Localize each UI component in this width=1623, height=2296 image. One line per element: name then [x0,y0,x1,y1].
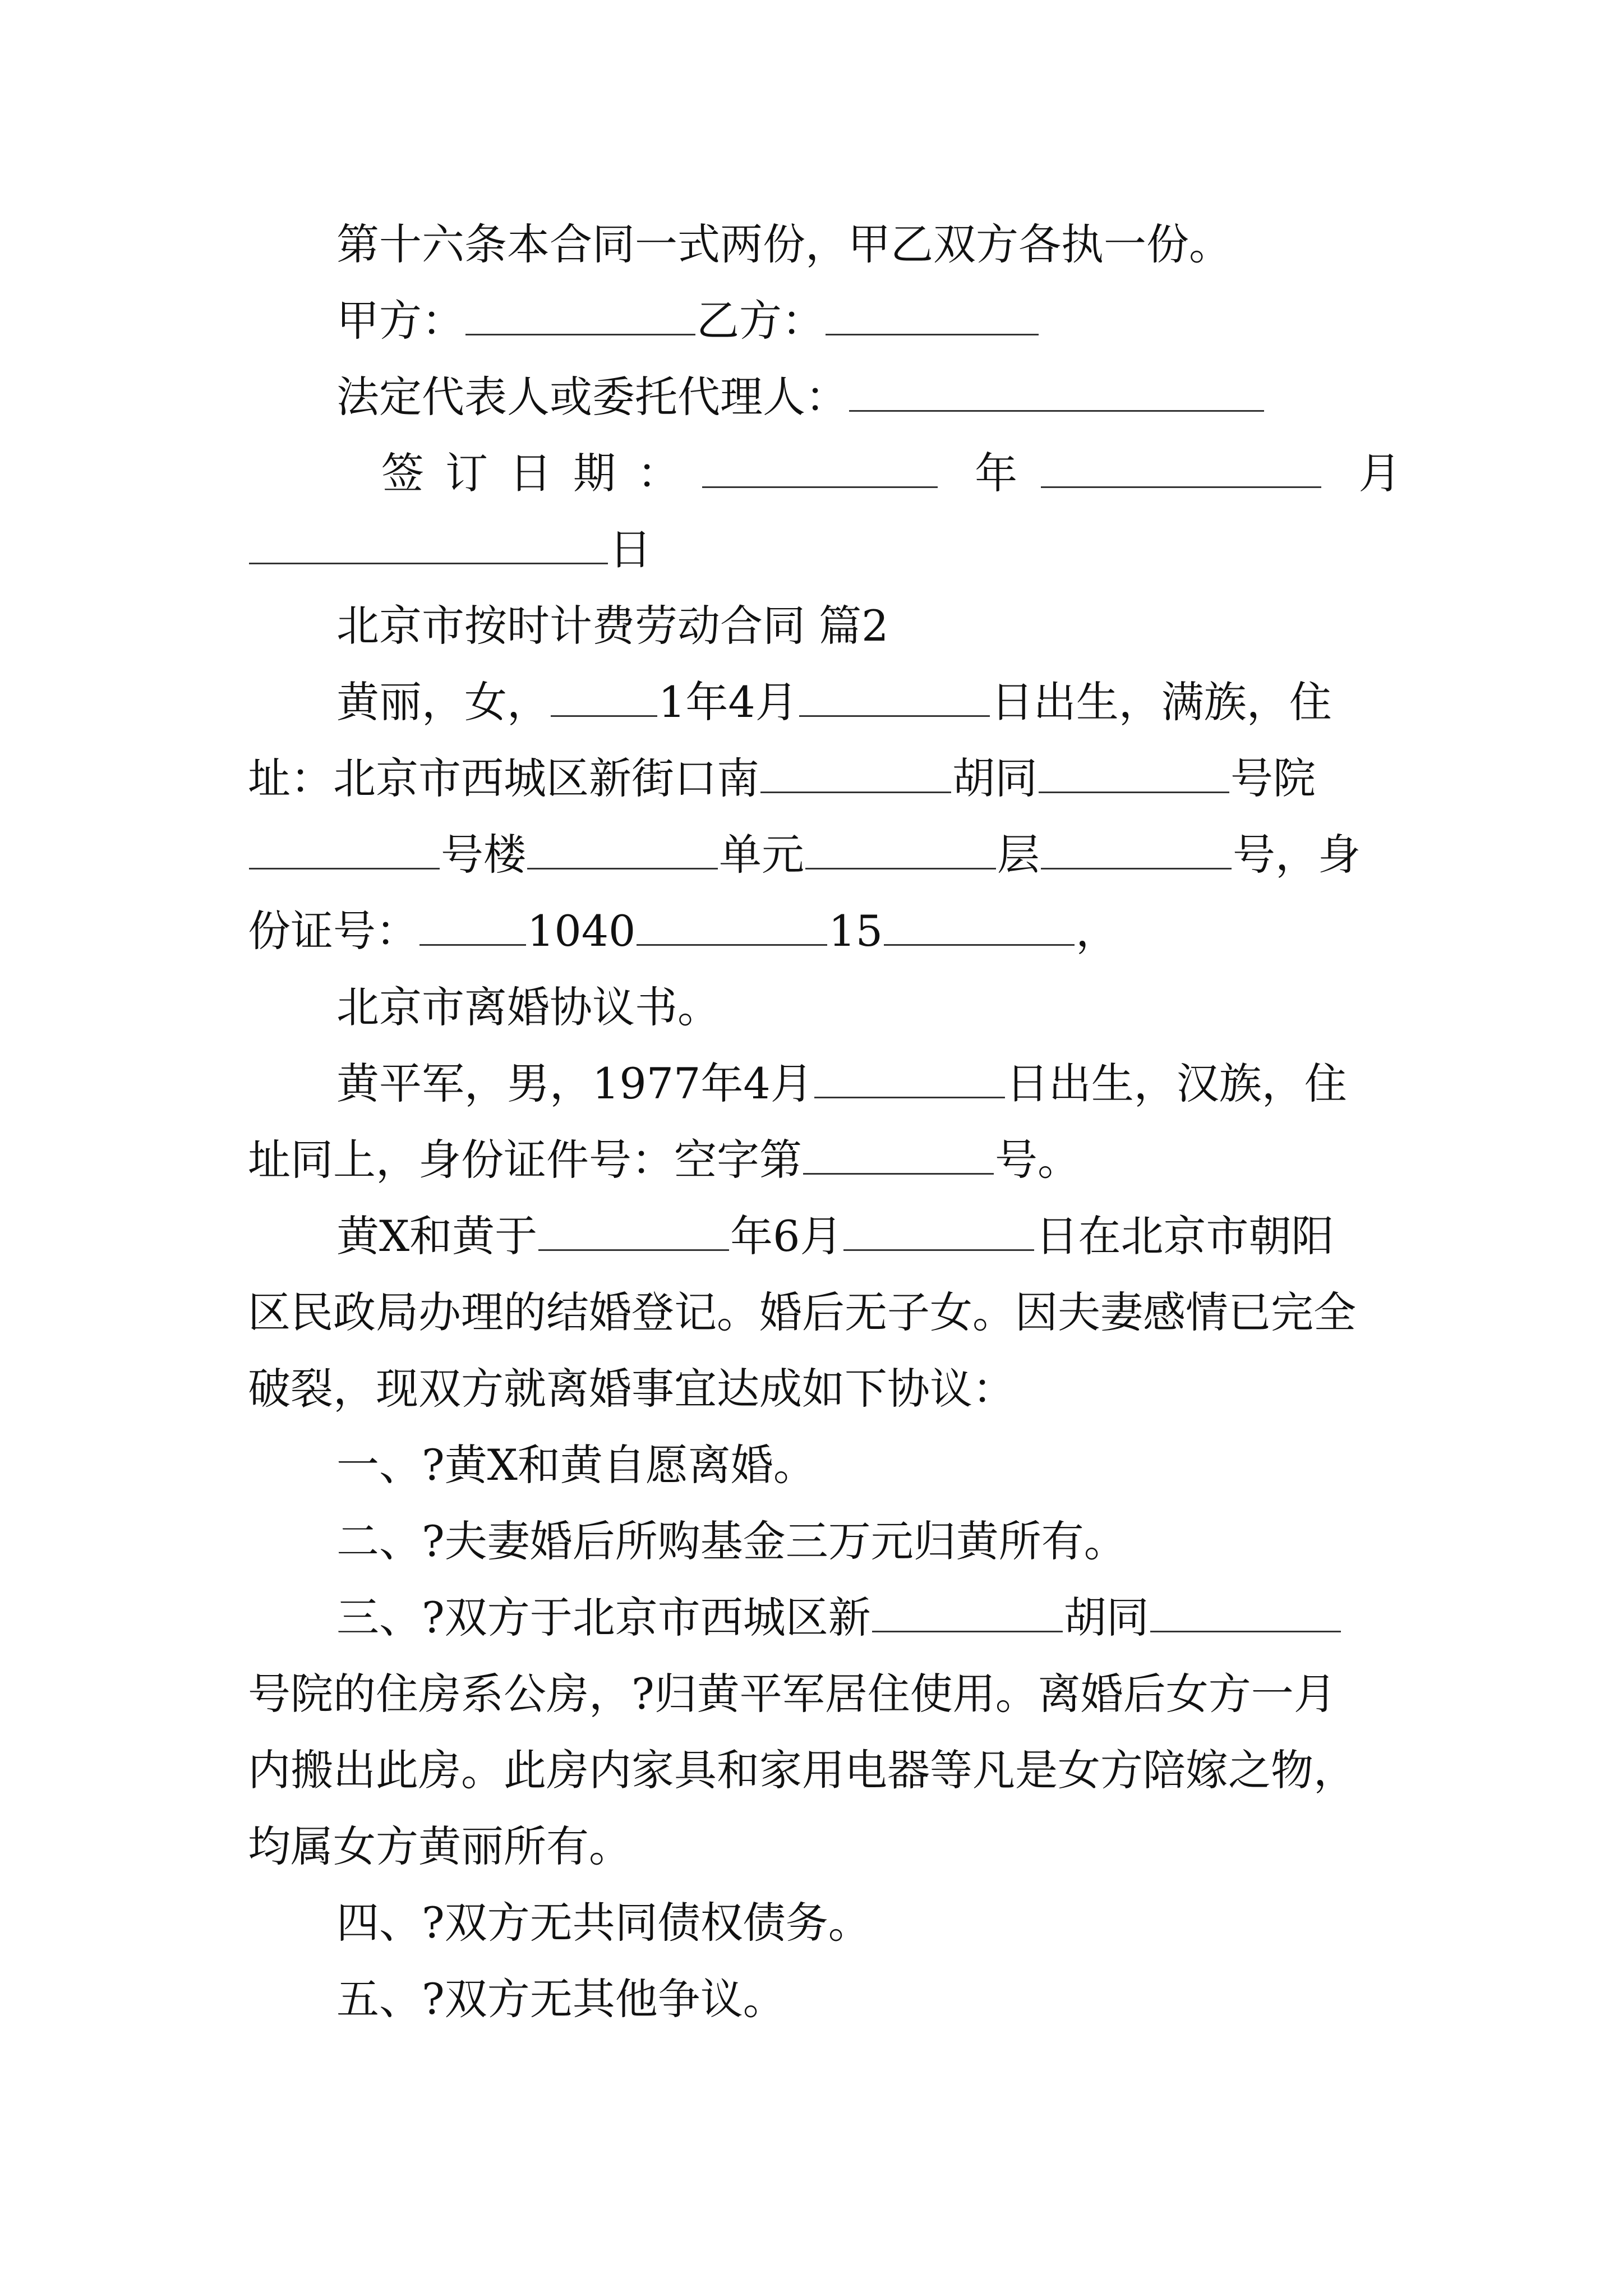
huangpingjun-line-1 [336,1056,1464,1112]
blank-line [872,1595,1063,1632]
party-a-label: 甲方： [336,296,464,346]
text: 二、?夫妻婚后所购基金三万元归黄所有。 [336,1516,1127,1566]
text: 日在北京市朝阳 [1035,1211,1334,1261]
text: 址：北京市西城区新街口南 [248,753,759,803]
text: 日出生，满族，住 [990,677,1332,727]
text: 四、?双方无共同债权债务。 [336,1898,871,1948]
item-3-line-4 [248,1819,1375,1875]
month-label: 月 [1358,448,1401,498]
text: 区民政局办理的结婚登记。婚后无子女。因夫妻感情已完全 [248,1287,1356,1337]
huangli-line-1 [336,674,1464,730]
text: 年6月 [730,1211,843,1261]
blank-line [884,908,1075,946]
agreement-title [336,979,1464,1036]
text: 址同上，身份证件号：空字第 [248,1135,802,1185]
marriage-line-1 [336,1208,1464,1264]
text: 1040 [527,906,636,956]
marriage-line-3 [248,1361,1375,1417]
text: 号，身 [1233,830,1361,880]
clause-16-line [336,217,1464,273]
text: 号院的住房系公房，?归黄平军居住使用。离婚后女方一月 [248,1669,1336,1719]
huangli-line-4 [248,903,1375,959]
text: 一、?黄X和黄自愿离婚。 [336,1440,816,1490]
text: 北京市离婚协议书。 [336,982,720,1032]
text: 胡同 [1063,1593,1149,1642]
sign-date-line [381,445,1509,501]
heading-text: 北京市按时计费劳动合同 篇2 [336,601,889,651]
item-3-line-1 [336,1590,1464,1646]
representative-line [336,369,1464,425]
text: 破裂，现双方就离婚事宜达成如下协议： [248,1364,1015,1414]
blank-line [419,908,526,946]
blank-line [803,1137,994,1175]
text: 号院 [1230,753,1316,803]
item-5 [336,1971,1464,2027]
text: 三、?双方于北京市西城区新 [336,1593,871,1642]
blank-line [1041,450,1321,488]
blank-line [527,832,718,869]
marriage-line-2 [248,1285,1375,1341]
blank-line [826,298,1039,335]
item-2 [336,1513,1464,1570]
party-line [336,293,1464,349]
text: 第十六条本合同一式两份，甲乙双方各执一份。 [336,219,1232,269]
text: 黄平军，男，1977年4月 [336,1059,813,1108]
blank-line [814,1061,1005,1098]
text: 1年4月 [658,677,798,727]
blank-line [1150,1595,1341,1632]
blank-line [702,450,938,488]
item-3-line-3 [248,1742,1375,1798]
representative-label: 法定代表人或委托代理人： [336,372,848,422]
text: 15 [828,906,883,956]
text: 单元 [719,830,804,880]
text: 内搬出此房。此房内家具和家用电器等凡是女方陪嫁之物， [248,1745,1356,1795]
blank-line [465,298,695,335]
year-label: 年 [975,448,1018,498]
party-b-label: 乙方： [697,296,824,346]
blank-line [538,1213,729,1251]
huangli-line-3 [248,827,1375,883]
blank-line [760,756,951,793]
text: 黄丽，女， [336,677,550,727]
section-heading [336,598,1464,654]
blank-line [249,527,608,564]
blank-line [249,832,440,869]
blank-line [799,679,990,717]
huangpingjun-line-2 [248,1132,1375,1188]
text: 黄X和黄于 [336,1211,538,1261]
text: 层 [997,830,1040,880]
text: 日出生，汉族，住 [1006,1059,1347,1108]
text: 份证号： [248,906,418,956]
blank-line [637,908,827,946]
huangli-line-2 [248,751,1375,807]
blank-line [1041,832,1232,869]
text: 胡同 [952,753,1038,803]
sign-date-label: 签订日期： [381,448,701,498]
day-label: 日 [609,524,652,574]
blank-line [849,374,1264,412]
day-line [248,522,1375,578]
text: 五、?双方无其他争议。 [336,1974,786,2024]
item-4 [336,1895,1464,1951]
text: 号楼 [441,830,526,880]
item-3-line-2 [248,1666,1375,1722]
text: 号。 [995,1135,1080,1185]
text: 均属女方黄丽所有。 [248,1821,631,1871]
blank-line [551,679,657,717]
blank-line [1039,756,1229,793]
blank-line [805,832,996,869]
item-1 [336,1437,1464,1493]
text: ， [1076,906,1119,956]
blank-line [843,1213,1034,1251]
